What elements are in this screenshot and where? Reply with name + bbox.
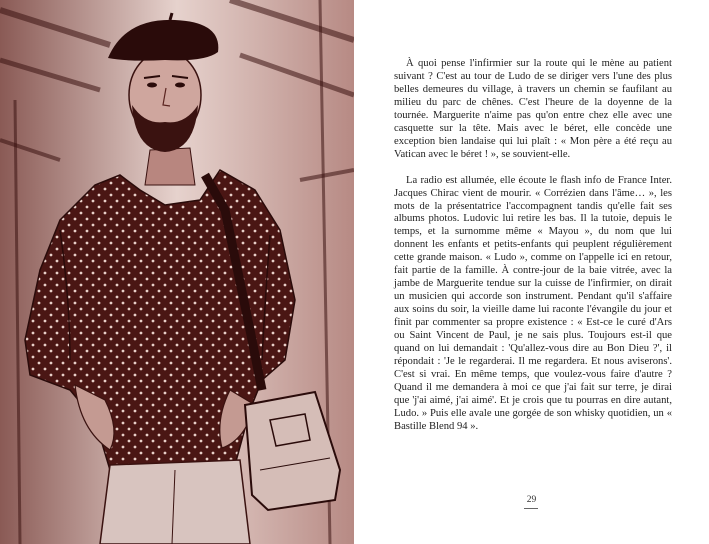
body-text [394,58,672,447]
paragraph: À quoi pense l'infirmier sur la route qui le mène au patient suivant ? C'est au tour de Ludo de se diriger vers l'une des plus belles demeures du village, à travers un chemin se faufilant au milieu du parc de chênes. C'est l'heure de la doyenne de la tournée. Marguerite n'aime pas qu'on entre chez elle avec une casquette sur la tête. Mais avec le béret, elle concède une exception bien landaise qui lui plaît : « Mon père a été reçu au Vatican avec le béret ! », se souvient-elle. [394,58,672,160]
text-page [354,0,709,544]
page-number-rule [524,508,538,509]
portrait-illustration [0,0,354,544]
illustration-page [0,0,354,544]
paragraph: La radio est allumée, elle écoute le flash info de France Inter. Jacques Chirac vient de mourir. « Corrézien dans l'âme… », les mots de la présentatrice l'accompagnent tandis qu'elle fait ses albums photos. Ludovic lui retire les bas. Il la tutoie, depuis le temps, et la surnomme même « Mayou », du nom que lui donnent les enfants et petits-enfants qui peuplent régulièrement cette grande maison. « Ludo », comme on l'appelle ici en retour, fait partie de la famille. À contre-jour de la baie vitrée, avec la jambe de Marguerite tendue sur la cuisse de l'infirmier, on dirait un musicien qui accorde son instrument. Pendant qu'il s'affaire aux soins du soir, la vieille dame lui raconte l'évangile du jour et finit par commenter sa propre existence : « Est-ce le curé d'Ars ou Saint Vincent de Paul, je ne sais plus. Toujours est-il que quand on lui demandait : 'Qu'allez-vous dire au Bon Dieu ?', il répondait : 'Je le regarderai. Il me regardera. Et nous aviserons'. C'est si vrai. En même temps, que voulez-vous faire d'autre ? Quand il me demandera à moi ce que j'ai fait sur terre, je dirai que 'j'ai aimé, j'ai aimé'. Et je crois que tu pourras en dire autant, Ludo. » Puis elle avale une gorgée de son whisky quotidien, un « Bastille Blend 94 ». [394,174,672,432]
page-number: 29 [526,495,537,505]
